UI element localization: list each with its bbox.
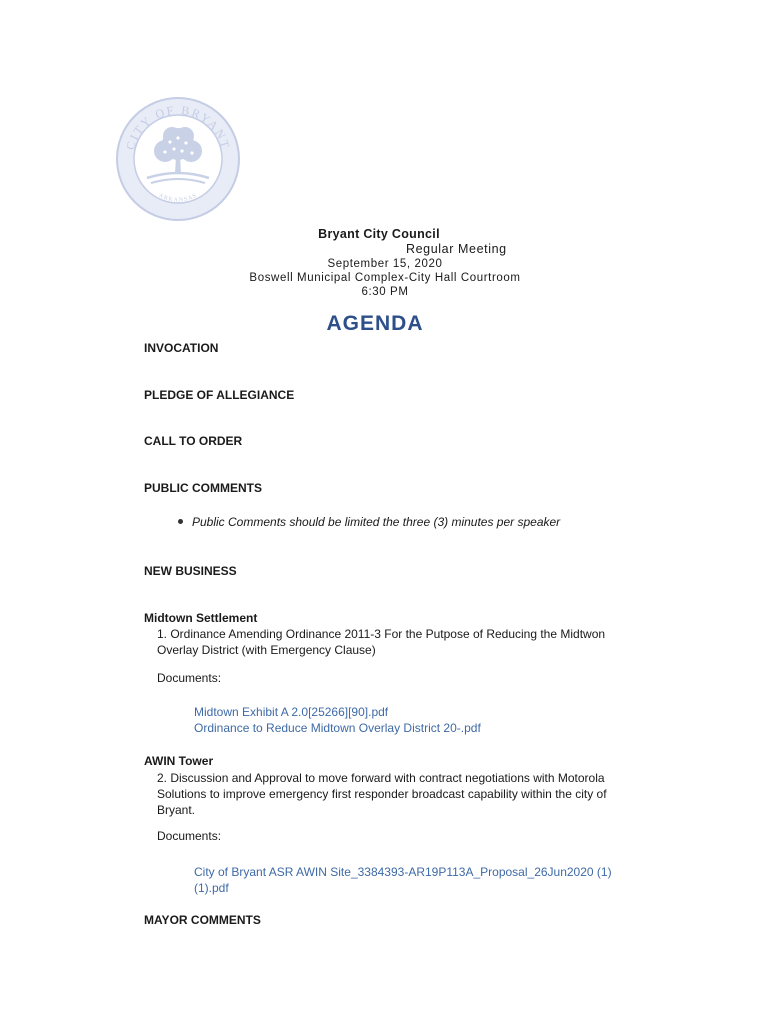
documents-label: Documents: [157,829,222,843]
meeting-location: Boswell Municipal Complex-City Hall Courtroom [249,272,521,284]
section-public-comments: PUBLIC COMMENTS [144,481,262,495]
bullet-icon [178,519,183,524]
svg-text:ARKANSAS: ARKANSAS [157,192,199,204]
section-invocation: INVOCATION [144,341,219,355]
public-comments-note-text: Public Comments should be limited the three (3) minutes per speaker [192,515,561,529]
document-link[interactable]: City of Bryant ASR AWIN Site_3384393-AR19P113A_Proposal_26Jun2020 (1) (1).pdf [194,865,612,895]
meeting-time: 6:30 PM [361,286,409,298]
item-description: 1. Ordinance Amending Ordinance 2011-3 For the Putpose of Reducing the Midtwon Overlay District (with Emergency Clause) [157,627,606,657]
section-pledge: PLEDGE OF ALLEGIANCE [144,388,295,402]
section-mayor-comments: MAYOR COMMENTS [144,913,261,927]
city-seal-logo [115,96,241,222]
document-link[interactable]: Midtown Exhibit A 2.0[25266][90].pdf [194,705,389,719]
section-call-to-order: CALL TO ORDER [144,434,243,448]
item-heading: AWIN Tower [144,754,214,768]
agenda-title: AGENDA [326,312,424,335]
item-heading: Midtown Settlement [144,611,258,625]
meeting-type: Regular Meeting [406,242,507,256]
svg-text:CITY OF BRYANT: CITY OF BRYANT [122,102,234,152]
council-title: Bryant City Council [318,227,440,241]
document-link[interactable]: Ordinance to Reduce Midtown Overlay District 20-.pdf [194,721,481,735]
public-comments-note [178,515,560,529]
documents-label: Documents: [157,671,222,685]
meeting-date: September 15, 2020 [327,258,443,270]
item-description: 2. Discussion and Approval to move forward with contract negotiations with Motorola Solutions to improve emergency first responder broadcast capability within the city of Bryant. [157,771,607,817]
section-new-business: NEW BUSINESS [144,564,237,578]
